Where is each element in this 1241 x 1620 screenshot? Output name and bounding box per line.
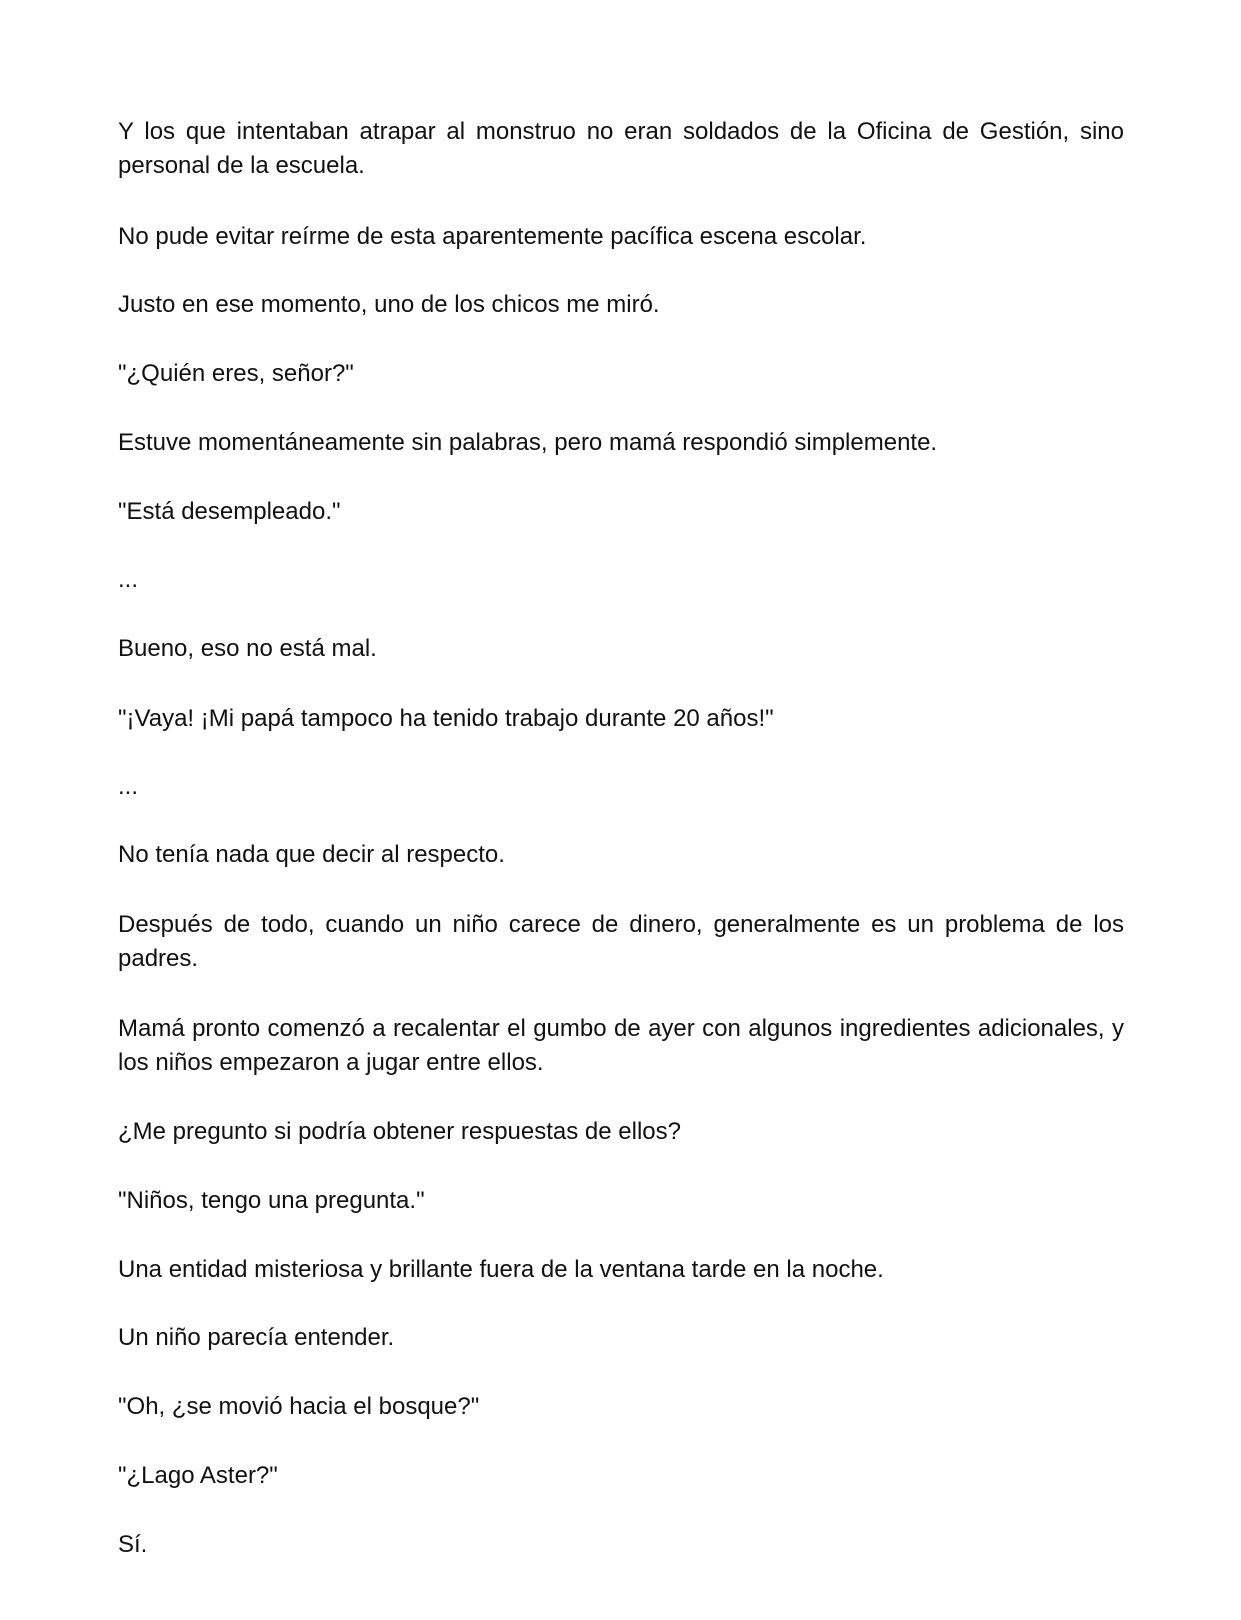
paragraph: Un niño parecía entender. — [118, 1324, 395, 1351]
paragraph: "Niños, tengo una pregunta." — [118, 1187, 425, 1214]
paragraph: ¿Me pregunto si podría obtener respuestas de ellos? — [118, 1118, 682, 1145]
paragraph: Después de todo, cuando un niño carece de dinero, generalmente es un problema de los padres. — [118, 911, 1124, 972]
paragraph: "Oh, ¿se movió hacia el bosque?" — [118, 1393, 480, 1420]
paragraph: "¿Quién eres, señor?" — [118, 360, 354, 387]
paragraph: Estuve momentáneamente sin palabras, pero mamá respondió simplemente. — [118, 429, 938, 456]
paragraph: Y los que intentaban atrapar al monstruo no eran soldados de la Oficina de Gestión, sino personal de la escuela. — [118, 118, 1124, 179]
paragraph: No pude evitar reírme de esta aparentemente pacífica escena escolar. — [118, 223, 867, 250]
paragraph: Sí. — [118, 1531, 148, 1558]
paragraph: No tenía nada que decir al respecto. — [118, 841, 505, 868]
paragraph: ... — [118, 773, 139, 800]
paragraph: "¡Vaya! ¡Mi papá tampoco ha tenido trabajo durante 20 años!" — [118, 705, 774, 732]
paragraph: Bueno, eso no está mal. — [118, 635, 377, 662]
paragraph: Justo en ese momento, uno de los chicos me miró. — [118, 291, 660, 318]
paragraph: ... — [118, 566, 139, 593]
paragraph: Mamá pronto comenzó a recalentar el gumbo de ayer con algunos ingredientes adicionales, y los niños empezaron a jugar entre ellos. — [118, 1015, 1124, 1076]
paragraph: Una entidad misteriosa y brillante fuera de la ventana tarde en la noche. — [118, 1256, 884, 1283]
paragraph: "Está desempleado." — [118, 498, 341, 525]
paragraph: "¿Lago Aster?" — [118, 1462, 278, 1489]
